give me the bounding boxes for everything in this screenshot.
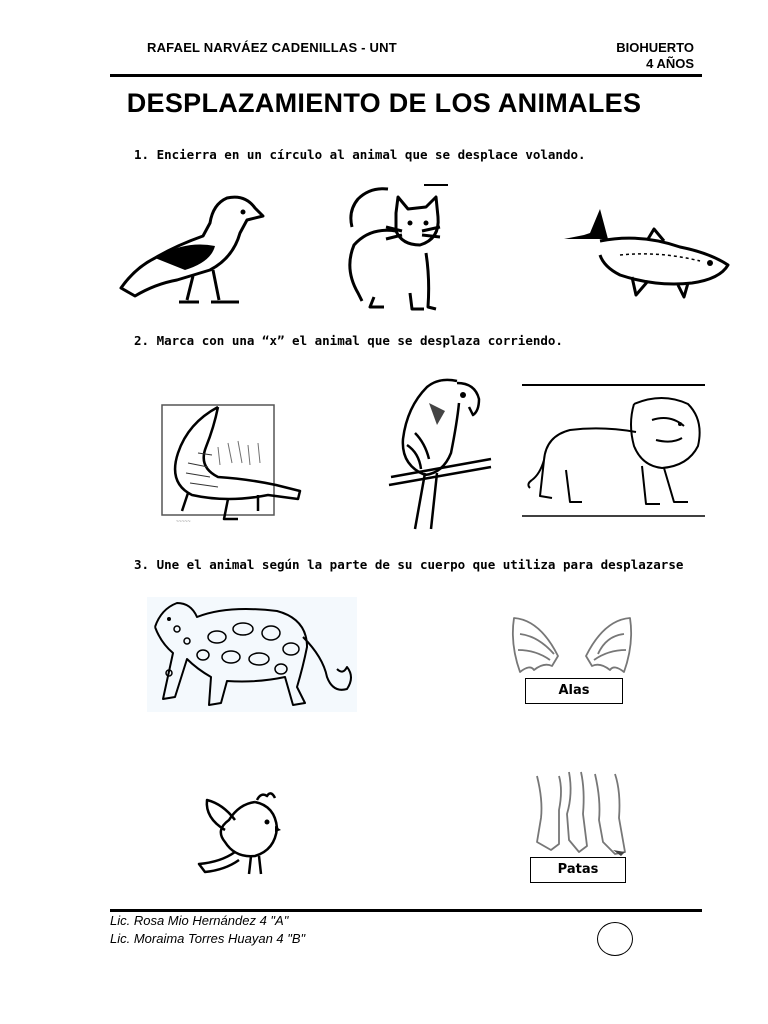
question-3: 3. Une el animal según la parte de su cuerpo que utiliza para desplazarse bbox=[134, 557, 684, 572]
header-level: 4 AÑOS bbox=[646, 56, 694, 71]
header-right bbox=[616, 40, 694, 72]
page-title: DESPLAZAMIENTO DE LOS ANIMALES bbox=[126, 88, 642, 118]
footer-circle-mark bbox=[597, 922, 633, 956]
footer-rule bbox=[110, 909, 702, 912]
label-wings: Alas bbox=[525, 678, 623, 704]
crocodile-illustration bbox=[158, 403, 308, 528]
legs-illustration bbox=[529, 770, 629, 858]
footer-teacher-1: Lic. Rosa Mio Hernández 4 "A" bbox=[110, 913, 289, 928]
jaguar-illustration bbox=[147, 597, 357, 712]
header-project: BIOHUERTO bbox=[616, 40, 694, 55]
header-author: RAFAEL NARVÁEZ CADENILLAS - UNT bbox=[147, 40, 397, 55]
cat-illustration bbox=[340, 183, 452, 315]
footer-teacher-2: Lic. Moraima Torres Huayan 4 "B" bbox=[110, 931, 306, 946]
parrot-illustration bbox=[385, 373, 493, 530]
bird-illustration bbox=[115, 188, 270, 313]
label-legs: Patas bbox=[530, 857, 626, 883]
fish-illustration bbox=[560, 205, 735, 300]
wings-illustration bbox=[510, 614, 634, 688]
question-1: 1. Encierra en un círculo al animal que se desplace volando. bbox=[134, 147, 586, 162]
chick-illustration bbox=[195, 790, 281, 882]
question-2: 2. Marca con una “x” el animal que se desplaza corriendo. bbox=[134, 333, 563, 348]
lion-illustration bbox=[522, 384, 705, 519]
svg-text:~~~~~: ~~~~~ bbox=[176, 519, 191, 525]
header-rule bbox=[110, 74, 702, 77]
